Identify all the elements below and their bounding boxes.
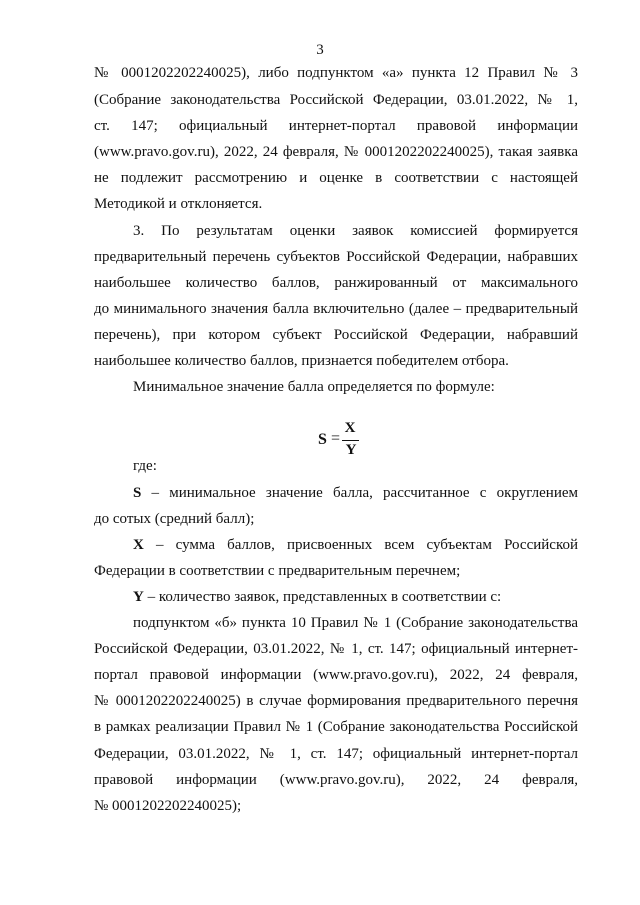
- formula: [0, 420, 640, 460]
- text-line: до минимального значения балла включительно (далее – предварительный: [94, 301, 578, 317]
- definition-s: [133, 484, 578, 502]
- text-line: (Собрание законодательства Российской Федерации, 03.01.2022, № 1,: [94, 92, 578, 108]
- text-line: Минимальное значение балла определяется по формуле:: [133, 379, 495, 395]
- text-line: Российской Федерации, 03.01.2022, № 1, ст. 147; официальный интернет-: [94, 641, 578, 657]
- text-line: до сотых (средний балл);: [94, 511, 255, 527]
- text-line: правовой информации (www.pravo.gov.ru), 2022, 24 февраля,: [94, 772, 578, 788]
- text-line: Методикой и отклоняется.: [94, 196, 263, 212]
- formula-equals: =: [331, 430, 341, 447]
- definition-y: [133, 588, 578, 606]
- definition-x: [133, 536, 578, 554]
- var-s: S: [133, 485, 142, 501]
- text-line: наибольшее количество баллов, признается победителем отбора.: [94, 353, 509, 369]
- text-line: № 0001202202240025) в случае формирования предварительного перечня: [94, 693, 578, 709]
- text-fragment: – сумма баллов, присвоенных всем субъектам Российской: [143, 537, 578, 553]
- text-line: где:: [133, 458, 157, 474]
- text-line: перечень), при котором субъект Российской Федерации, набравший: [94, 327, 578, 343]
- fraction-bar: [342, 440, 359, 441]
- text-line: Федерации, 03.01.2022, № 1, ст. 147; официальный интернет-портал: [94, 746, 578, 762]
- text-line: (www.pravo.gov.ru), 2022, 24 февраля, № 0001202202240025), такая заявка: [94, 144, 578, 160]
- text-line: подпунктом «б» пункта 10 Правил № 1 (Собрание законодательства: [133, 615, 578, 631]
- text-line: ст. 147; официальный интернет-портал правовой информации: [94, 118, 578, 134]
- text-line: предварительный перечень субъектов Российской Федерации, набравших: [94, 249, 578, 265]
- text-fragment: – количество заявок, представленных в соответствии с:: [143, 589, 502, 605]
- page-number: 3: [316, 42, 324, 58]
- text-line: наибольшее количество баллов, ранжированный от максимального: [94, 275, 578, 291]
- formula-lhs: S: [318, 431, 327, 448]
- text-line: № 0001202202240025), либо подпунктом «а» пункта 12 Правил № 3: [94, 65, 578, 81]
- text-line: № 0001202202240025);: [94, 798, 242, 814]
- text-line: портал правовой информации (www.pravo.gov.ru), 2022, 24 февраля,: [94, 667, 578, 683]
- var-x: X: [133, 537, 144, 553]
- text-line: в рамках реализации Правил № 1 (Собрание законодательства Российской: [94, 719, 578, 735]
- text-line: Федерации в соответствии с предварительным перечнем;: [94, 563, 461, 579]
- text-line: 3. По результатам оценки заявок комиссией формируется: [133, 223, 578, 239]
- var-y: Y: [133, 589, 144, 605]
- text-fragment: – минимальное значение балла, рассчитанное с округлением: [141, 485, 578, 501]
- text-line: не подлежит рассмотрению и оценке в соответствии с настоящей: [94, 170, 578, 186]
- formula-numerator: X: [344, 420, 356, 436]
- formula-denominator: Y: [345, 442, 357, 458]
